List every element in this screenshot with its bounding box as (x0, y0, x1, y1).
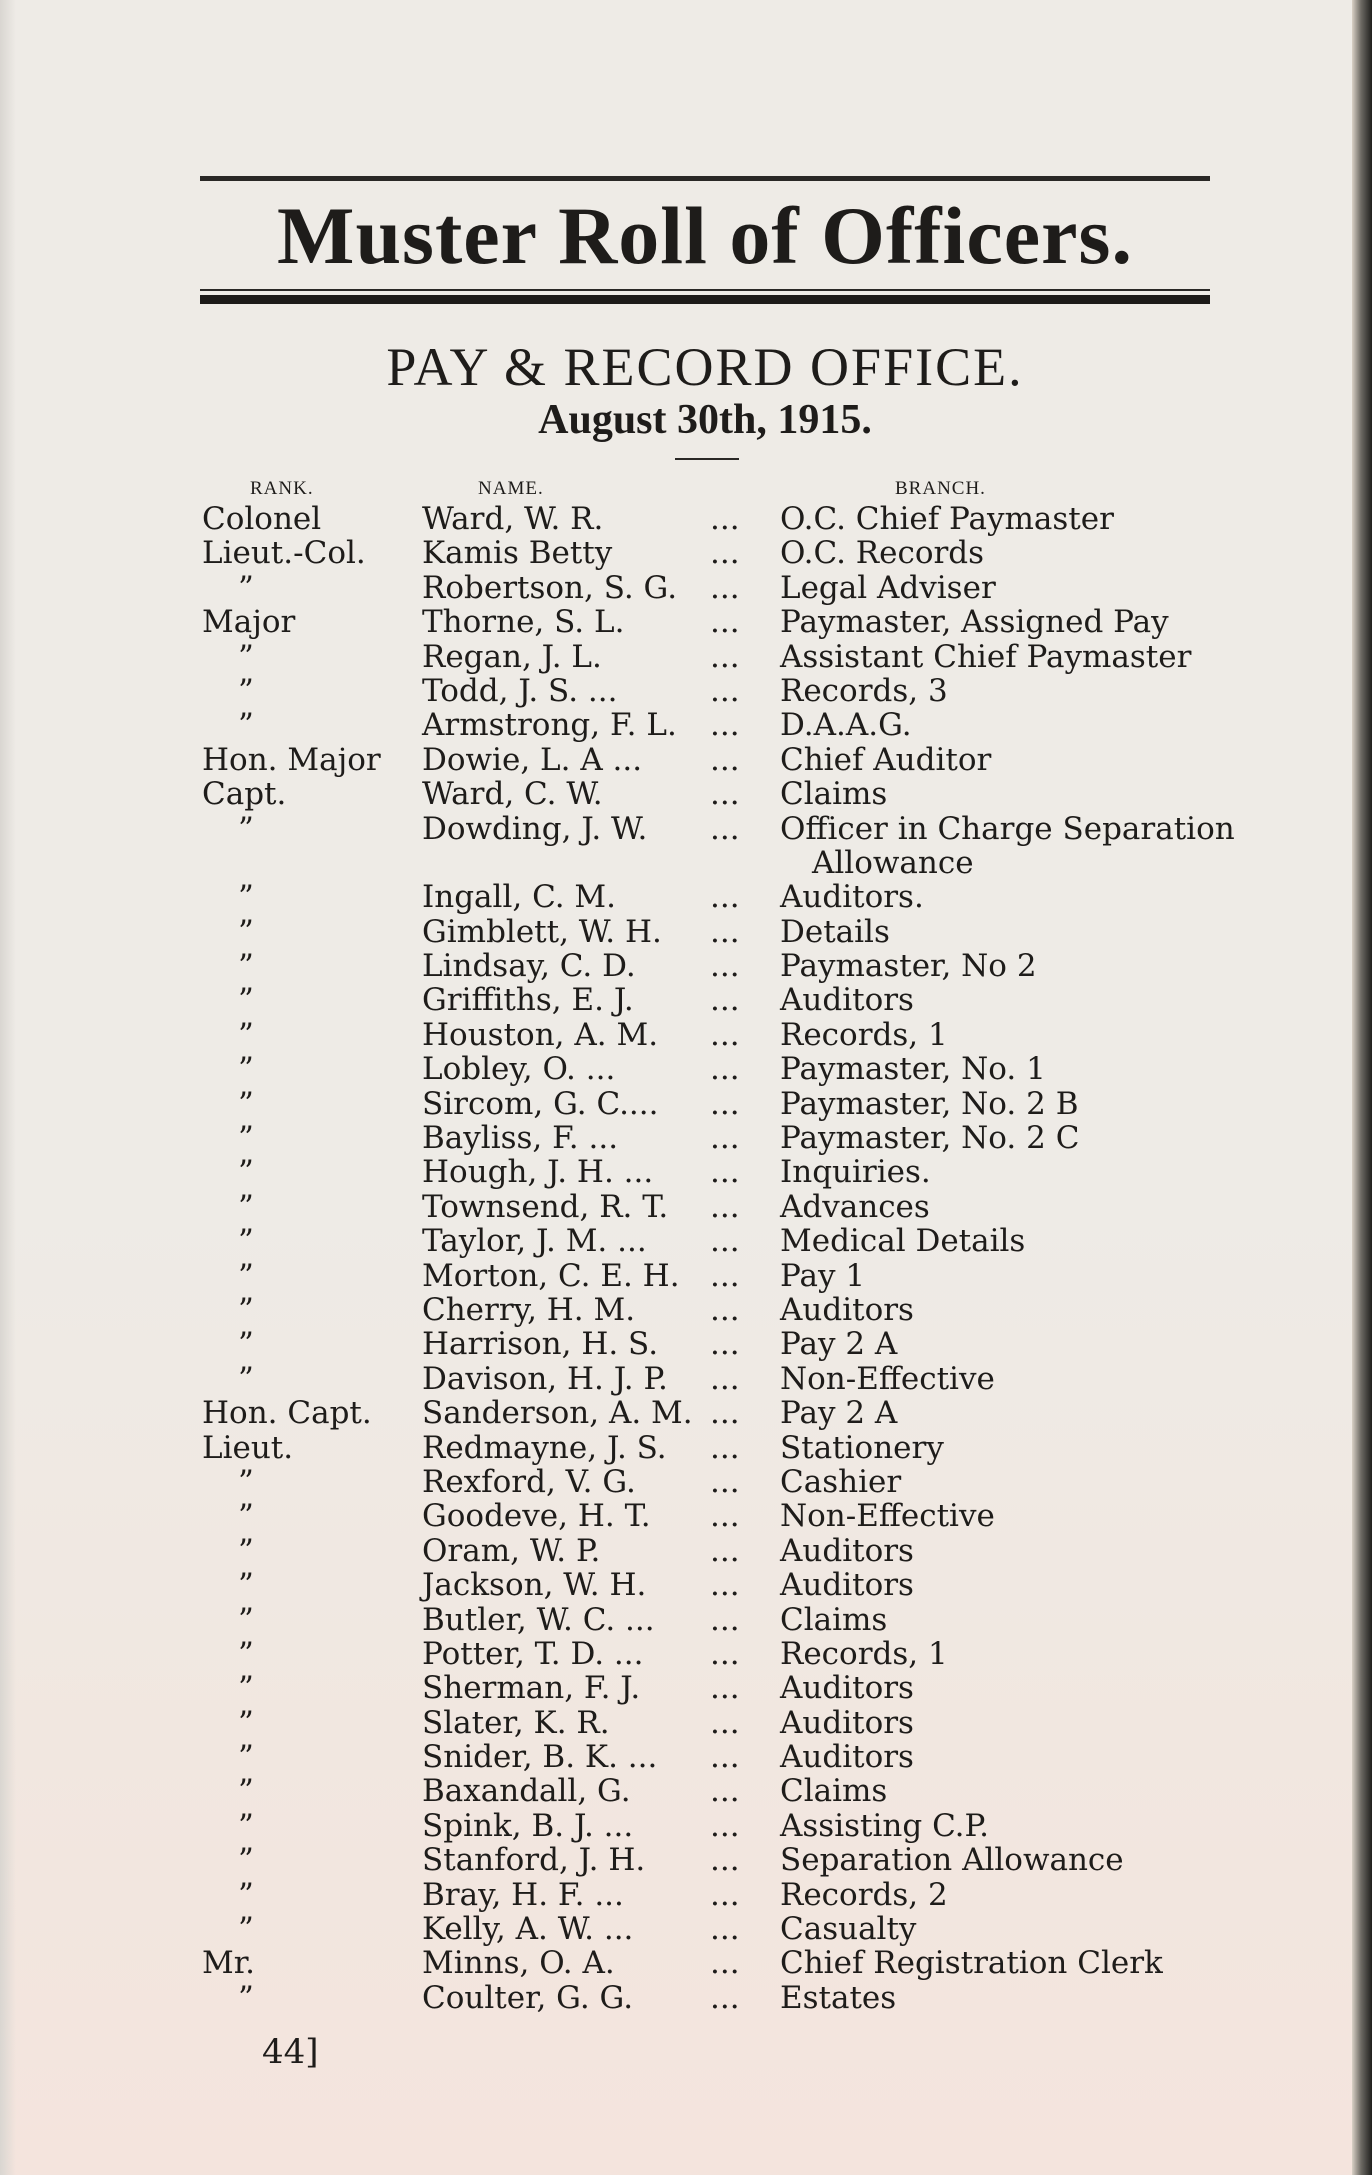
leader-dots: ... (710, 604, 740, 641)
officer-rank: ” (238, 1188, 254, 1225)
officer-branch: Medical Details (780, 1223, 1026, 1260)
officer-row (0, 1224, 1352, 1258)
officer-row (0, 674, 1352, 708)
officer-rank: ” (238, 1360, 254, 1397)
officer-branch: Non-Effective (780, 1498, 995, 1535)
officer-row (0, 1190, 1352, 1224)
leader-dots: ... (710, 810, 740, 847)
officer-row (0, 1603, 1352, 1637)
officer-row (0, 1912, 1352, 1946)
officer-rank: ” (238, 1051, 254, 1088)
officer-branch: Paymaster, Assigned Pay (780, 604, 1169, 641)
leader-dots: ... (710, 982, 740, 1019)
officer-row (0, 1121, 1352, 1155)
officer-row (0, 1259, 1352, 1293)
officer-row (0, 502, 1352, 536)
officer-rank: ” (238, 672, 254, 709)
leader-dots: ... (710, 1326, 740, 1363)
officer-name: Lobley, O. ... (422, 1051, 616, 1088)
leader-dots: ... (710, 1945, 740, 1982)
officer-branch: O.C. Chief Paymaster (780, 501, 1114, 537)
officer-rank: ” (238, 1807, 254, 1844)
officer-row (0, 1362, 1352, 1396)
leader-dots: ... (710, 1601, 740, 1638)
leader-dots: ... (710, 672, 740, 709)
officer-rank: ” (238, 1223, 254, 1260)
officer-row (0, 1774, 1352, 1808)
officer-branch: Records, 1 (780, 1635, 948, 1672)
officer-name: Sherman, F. J. (422, 1670, 641, 1707)
officer-name: Ingall, C. M. (422, 879, 616, 916)
officer-rank: Mr. (202, 1945, 256, 1982)
officer-branch: Separation Allowance (780, 1842, 1124, 1879)
officer-rank: ” (238, 1532, 254, 1569)
officer-rank: ” (238, 1085, 254, 1122)
officer-branch: Auditors (780, 1670, 914, 1707)
officer-branch: Records, 2 (780, 1876, 948, 1913)
officer-rank: ” (238, 1463, 254, 1500)
officer-rank: ” (238, 1154, 254, 1191)
officer-rank: ” (238, 707, 254, 744)
date-rule (675, 458, 739, 460)
officer-row (0, 1534, 1352, 1568)
officer-name: Bray, H. F. ... (422, 1876, 624, 1913)
leader-dots: ... (710, 1360, 740, 1397)
officer-row (0, 1465, 1352, 1499)
page-title: Muster Roll of Officers. (277, 190, 1133, 281)
officer-row (0, 708, 1352, 742)
officer-branch: Auditors. (780, 879, 924, 916)
officer-branch: Auditors (780, 1291, 914, 1328)
officer-branch: Auditors (780, 982, 914, 1019)
officer-branch: Pay 1 (780, 1257, 866, 1294)
officer-rank: ” (238, 1016, 254, 1053)
officer-name: Baxandall, G. (422, 1773, 631, 1810)
officer-branch: Records, 3 (780, 672, 948, 709)
officer-name: Minns, O. A. (422, 1945, 615, 1982)
officer-name: Davison, H. J. P. (422, 1360, 668, 1397)
title-top-rule (200, 176, 1210, 181)
officer-rank: ” (238, 1291, 254, 1328)
officer-rank: Hon. Capt. (202, 1395, 372, 1432)
officer-row (0, 1293, 1352, 1327)
leader-dots: ... (710, 1223, 740, 1260)
officer-name: Thorne, S. L. (422, 604, 625, 641)
leader-dots: ... (710, 1154, 740, 1191)
officer-branch: Pay 2 A (780, 1326, 898, 1363)
leader-dots: ... (710, 1257, 740, 1294)
officer-row (0, 536, 1352, 570)
officer-row (0, 1052, 1352, 1086)
officer-rank: ” (238, 1911, 254, 1948)
officer-row (0, 1155, 1352, 1189)
officer-name: Bayliss, F. ... (422, 1120, 619, 1157)
officer-name: Robertson, S. G. (422, 569, 678, 606)
officer-row (0, 1568, 1352, 1602)
officer-rank: ” (238, 1876, 254, 1913)
officer-branch: Stationery (780, 1429, 944, 1466)
officer-rank: ” (238, 810, 254, 847)
officer-row (0, 1637, 1352, 1671)
leader-dots: ... (710, 1188, 740, 1225)
officer-name: Townsend, R. T. (422, 1188, 669, 1225)
officer-rank: ” (238, 1670, 254, 1707)
officer-rank: ” (238, 1704, 254, 1741)
officer-name: Houston, A. M. (422, 1016, 659, 1053)
officer-name: Oram, W. P. (422, 1532, 601, 1569)
officer-row (0, 1327, 1352, 1361)
leader-dots: ... (710, 741, 740, 778)
officer-row (0, 812, 1352, 846)
officer-branch: D.A.A.G. (780, 707, 912, 744)
officer-name: Harrison, H. S. (422, 1326, 659, 1363)
leader-dots: ... (710, 1291, 740, 1328)
leader-dots: ... (710, 1739, 740, 1776)
officer-branch: Claims (780, 776, 888, 813)
officer-rank: ” (238, 982, 254, 1019)
officer-branch: O.C. Records (780, 535, 985, 572)
leader-dots: ... (710, 1120, 740, 1157)
officer-branch: Claims (780, 1601, 888, 1638)
officer-name: Gimblett, W. H. (422, 913, 662, 950)
officer-row (0, 880, 1352, 914)
leader-dots: ... (710, 1463, 740, 1500)
leader-dots: ... (710, 776, 740, 813)
officer-name: Hough, J. H. ... (422, 1154, 654, 1191)
officer-branch: Auditors (780, 1567, 914, 1604)
officer-row-continuation (0, 846, 1352, 880)
officer-branch: Auditors (780, 1739, 914, 1776)
leader-dots: ... (710, 1395, 740, 1432)
officer-rank: ” (238, 1635, 254, 1672)
officer-name: Ward, C. W. (422, 776, 603, 813)
officer-name: Armstrong, F. L. (422, 707, 677, 744)
book-edge (1352, 0, 1372, 2175)
officer-branch: Advances (780, 1188, 930, 1225)
leader-dots: ... (710, 535, 740, 572)
officer-branch: Estates (780, 1979, 897, 2016)
officer-rank: ” (238, 1601, 254, 1638)
officer-name: Taylor, J. M. ... (422, 1223, 647, 1260)
leader-dots: ... (710, 1979, 740, 2016)
officer-branch: Auditors (780, 1532, 914, 1569)
officer-rank: ” (238, 1326, 254, 1363)
officer-rank: Lieut. (202, 1429, 294, 1466)
officer-row (0, 1499, 1352, 1533)
column-header-rank: RANK. (250, 478, 314, 499)
leader-dots: ... (710, 1876, 740, 1913)
officer-name: Lindsay, C. D. (422, 948, 636, 985)
officer-rank: ” (238, 1567, 254, 1604)
officer-name: Rexford, V. G. (422, 1463, 636, 1500)
officer-row (0, 1706, 1352, 1740)
officer-row (0, 1431, 1352, 1465)
officer-name: Morton, C. E. H. (422, 1257, 680, 1294)
officer-name: Kelly, A. W. ... (422, 1911, 634, 1948)
officer-name: Spink, B. J. ... (422, 1807, 634, 1844)
officer-rank: ” (238, 1773, 254, 1810)
officer-branch: Inquiries. (780, 1154, 931, 1191)
leader-dots: ... (710, 948, 740, 985)
leader-dots: ... (710, 1498, 740, 1535)
officer-branch: Records, 1 (780, 1016, 948, 1053)
officer-rank: ” (238, 569, 254, 606)
officer-name: Regan, J. L. (422, 638, 602, 675)
officer-branch: Assisting C.P. (780, 1807, 989, 1844)
officer-row (0, 1671, 1352, 1705)
officer-branch: Paymaster, No. 2 C (780, 1120, 1080, 1157)
officer-name: Dowding, J. W. (422, 810, 648, 847)
column-header-branch: BRANCH. (895, 478, 986, 499)
officer-rank: ” (238, 1498, 254, 1535)
leader-dots: ... (710, 638, 740, 675)
leader-dots: ... (710, 879, 740, 916)
officer-list (0, 502, 1352, 2015)
leader-dots: ... (710, 707, 740, 744)
leader-dots: ... (710, 1704, 740, 1741)
officer-branch: Pay 2 A (780, 1395, 898, 1432)
officer-name: Sanderson, A. M. (422, 1395, 693, 1432)
roll-date: August 30th, 1915. (538, 397, 872, 443)
column-header-name: NAME. (478, 478, 544, 499)
leader-dots: ... (710, 1429, 740, 1466)
officer-name: Butler, W. C. ... (422, 1601, 655, 1638)
officer-row (0, 777, 1352, 811)
leader-dots: ... (710, 1016, 740, 1053)
title-bottom-rule-thin (200, 289, 1210, 291)
officer-row (0, 1981, 1352, 2015)
leader-dots: ... (710, 1051, 740, 1088)
title-bottom-rule-thick (200, 295, 1210, 304)
officer-name: Potter, T. D. ... (422, 1635, 644, 1672)
officer-rank: Hon. Major (202, 741, 381, 778)
officer-branch: Casualty (780, 1911, 917, 1948)
officer-rank: ” (238, 879, 254, 916)
leader-dots: ... (710, 1773, 740, 1810)
officer-rank: Capt. (202, 776, 287, 813)
officer-name: Kamis Betty (422, 535, 613, 572)
officer-branch-continued: Allowance (812, 844, 974, 881)
officer-name: Sircom, G. C.... (422, 1085, 659, 1122)
officer-rank: ” (238, 913, 254, 950)
officer-name: Griffiths, E. J. (422, 982, 634, 1019)
officer-name: Slater, K. R. (422, 1704, 610, 1741)
leader-dots: ... (710, 1842, 740, 1879)
officer-branch: Cashier (780, 1463, 902, 1500)
officer-branch: Paymaster, No. 2 B (780, 1085, 1079, 1122)
officer-row (0, 1878, 1352, 1912)
leader-dots: ... (710, 1807, 740, 1844)
officer-rank: ” (238, 1257, 254, 1294)
officer-branch: Non-Effective (780, 1360, 995, 1397)
officer-name: Redmayne, J. S. (422, 1429, 667, 1466)
officer-rank: Colonel (202, 501, 322, 537)
officer-rank: ” (238, 1120, 254, 1157)
officer-row (0, 1396, 1352, 1430)
officer-rank: ” (238, 948, 254, 985)
officer-row (0, 571, 1352, 605)
officer-name: Goodeve, H. T. (422, 1498, 651, 1535)
officer-name: Jackson, W. H. (422, 1567, 647, 1604)
officer-branch: Chief Auditor (780, 741, 992, 778)
officer-name: Ward, W. R. (422, 501, 604, 537)
officer-branch: Assistant Chief Paymaster (780, 638, 1192, 675)
officer-row (0, 640, 1352, 674)
officer-branch: Details (780, 913, 890, 950)
leader-dots: ... (710, 913, 740, 950)
officer-row (0, 1946, 1352, 1980)
officer-row (0, 983, 1352, 1017)
leader-dots: ... (710, 569, 740, 606)
leader-dots: ... (710, 1635, 740, 1672)
officer-row (0, 1018, 1352, 1052)
leader-dots: ... (710, 1567, 740, 1604)
officer-rank: ” (238, 1979, 254, 2016)
leader-dots: ... (710, 501, 740, 537)
officer-branch: Paymaster, No 2 (780, 948, 1037, 985)
officer-rank: ” (238, 1842, 254, 1879)
office-heading: PAY & RECORD OFFICE. (386, 337, 1024, 397)
officer-branch: Auditors (780, 1704, 914, 1741)
officer-rank: Lieut.-Col. (202, 535, 366, 572)
officer-name: Snider, B. K. ... (422, 1739, 658, 1776)
officer-row (0, 949, 1352, 983)
officer-name: Coulter, G. G. (422, 1979, 634, 2016)
leader-dots: ... (710, 1532, 740, 1569)
leader-dots: ... (710, 1085, 740, 1122)
officer-row (0, 1843, 1352, 1877)
leader-dots: ... (710, 1911, 740, 1948)
officer-branch: Claims (780, 1773, 888, 1810)
officer-row (0, 1809, 1352, 1843)
officer-branch: Officer in Charge Separation (780, 810, 1235, 847)
officer-name: Cherry, H. M. (422, 1291, 636, 1328)
officer-name: Todd, J. S. ... (422, 672, 618, 709)
officer-row (0, 1087, 1352, 1121)
leader-dots: ... (710, 1670, 740, 1707)
officer-rank: ” (238, 638, 254, 675)
officer-rank: ” (238, 1739, 254, 1776)
officer-rank: Major (202, 604, 296, 641)
officer-branch: Paymaster, No. 1 (780, 1051, 1046, 1088)
officer-row (0, 743, 1352, 777)
officer-row (0, 605, 1352, 639)
officer-row (0, 1740, 1352, 1774)
officer-name: Dowie, L. A ... (422, 741, 643, 778)
officer-branch: Chief Registration Clerk (780, 1945, 1163, 1982)
page-number: 44] (262, 2032, 319, 2072)
officer-row (0, 915, 1352, 949)
officer-name: Stanford, J. H. (422, 1842, 646, 1879)
officer-branch: Legal Adviser (780, 569, 996, 606)
